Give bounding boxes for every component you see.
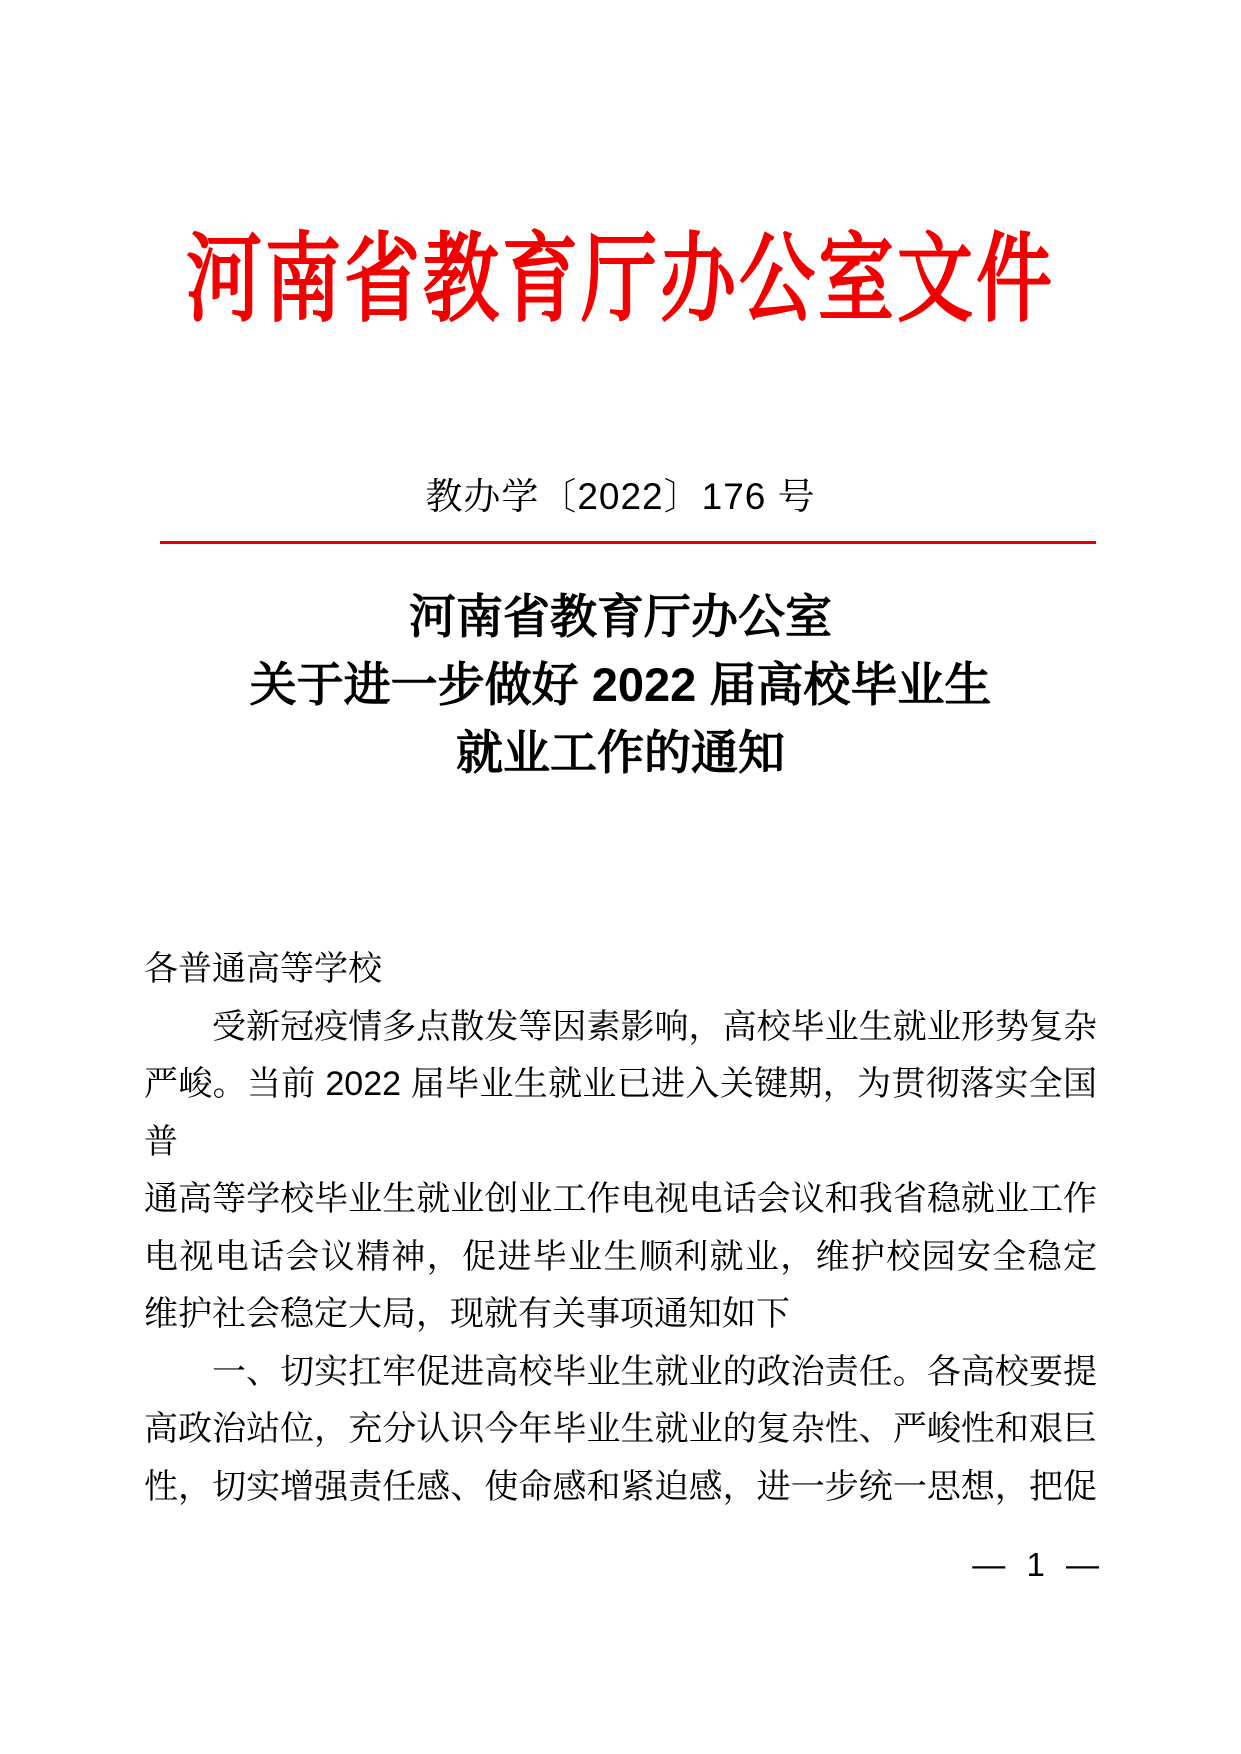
body-line: 受新冠疫情多点散发等因素影响，高校毕业生就业形势复杂 <box>212 1007 1097 1046</box>
page-number: — 1 — <box>972 1546 1105 1583</box>
notice-title-line-3: 就业工作的通知 <box>456 726 785 779</box>
body-line: 高政治站位，充分认识今年毕业生就业的复杂性、严峻性和艰巨 <box>144 1410 1097 1448</box>
body-line: 严峻。当前 2022 届毕业生就业已进入关键期，为贯彻落实全国普 <box>144 1065 1097 1161</box>
red-divider-line <box>160 541 1096 544</box>
notice-body <box>144 941 1097 1516</box>
notice-title-line-2: 关于进一步做好 2022 届高校毕业生 <box>249 658 992 711</box>
letterhead-title: 河南省教育厅办公室文件 <box>186 225 1055 335</box>
notice-title <box>0 583 1241 787</box>
body-line: 通高等学校毕业生就业创业工作电视电话会议和我省稳就业工作 <box>144 1180 1097 1218</box>
notice-title-line-1: 河南省教育厅办公室 <box>409 590 832 643</box>
body-line: 维护社会稳定大局，现就有关事项通知如下 <box>144 1295 790 1333</box>
body-line-section-heading: 一、切实扛牢促进高校毕业生就业的政治责任。各高校要提 <box>212 1352 1097 1391</box>
body-line: 电视电话会议精神，促进毕业生顺利就业，维护校园安全稳定 <box>144 1237 1097 1276</box>
document-number: 教办学〔2022〕176 号 <box>425 476 816 517</box>
salutation-line: 各普通高等学校 <box>144 950 382 988</box>
body-line: 性，切实增强责任感、使命感和紧迫感，进一步统一思想，把促 <box>144 1467 1097 1506</box>
